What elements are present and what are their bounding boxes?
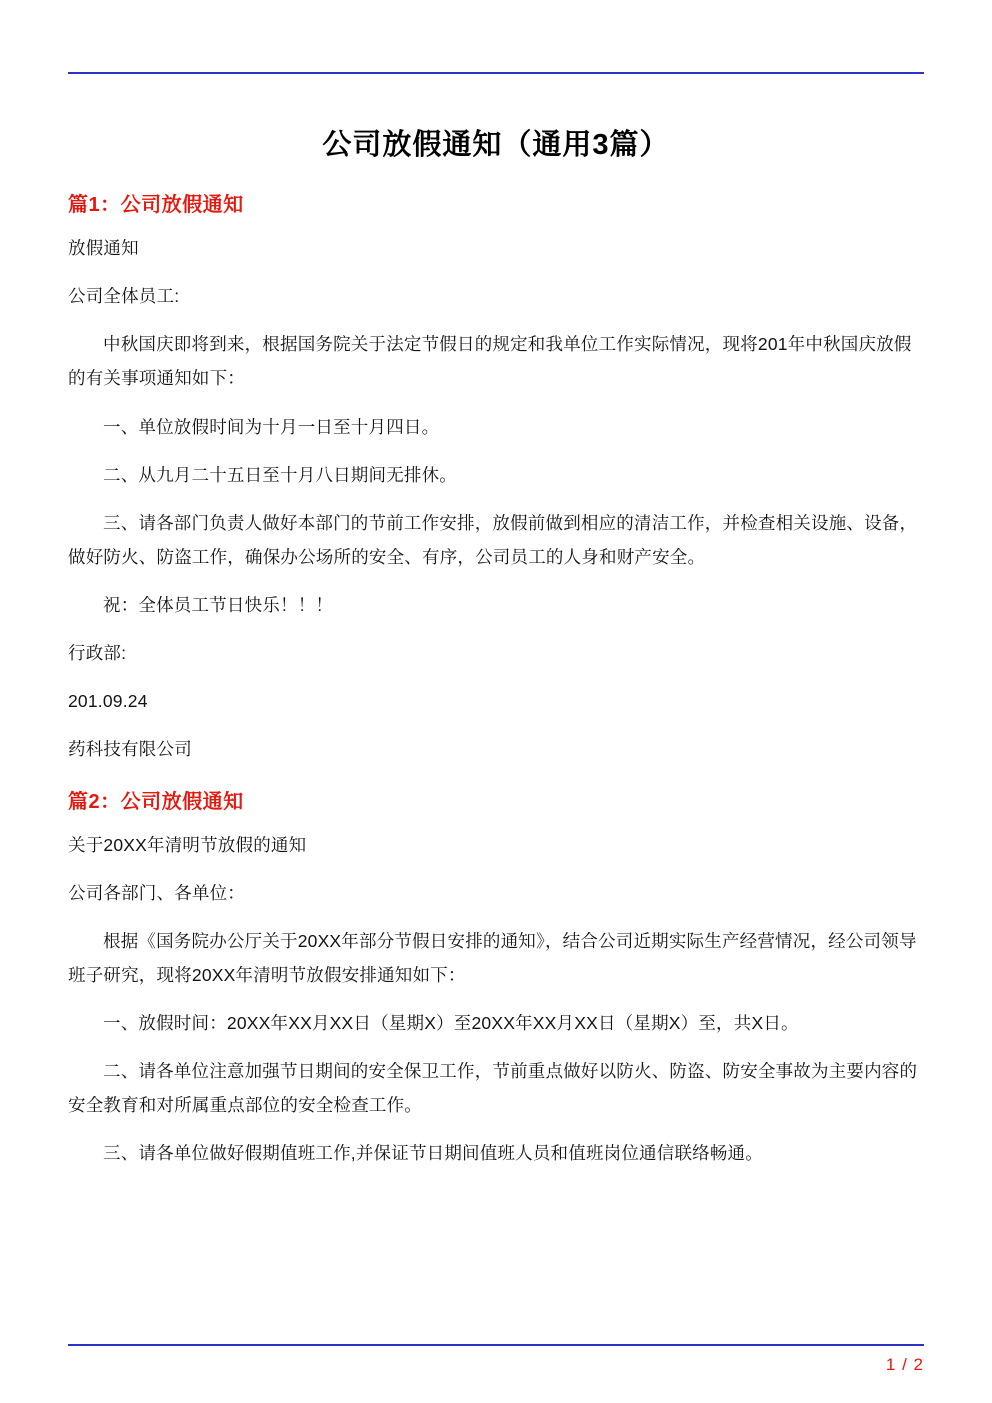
paragraph: 药科技有限公司 bbox=[68, 739, 192, 760]
paragraph: 二、从九月二十五日至十月八日期间无排休。 bbox=[103, 464, 457, 485]
paragraph: 放假通知 bbox=[68, 238, 139, 258]
header-divider bbox=[68, 72, 924, 74]
paragraph: 一、放假时间：20XX年XX月XX日（星期X）至20XX年XX月XX日（星期X）至，共X日。 bbox=[103, 1013, 799, 1033]
paragraph: 行政部: bbox=[68, 643, 127, 664]
paragraph: 公司全体员工: bbox=[68, 286, 180, 307]
footer-divider bbox=[68, 1344, 924, 1346]
paragraph: 关于20XX年清明节放假的通知 bbox=[68, 834, 307, 855]
paragraph: 祝：全体员工节日快乐！！！ bbox=[103, 595, 334, 615]
page-title: 公司放假通知（通用3篇） bbox=[322, 129, 670, 161]
paragraph: 二、请各单位注意加强节日期间的安全保卫工作，节前重点做好以防火、防盗、防安全事故为主要内容的安全教育和对所属重点部位的安全检查工作。 bbox=[68, 1061, 918, 1116]
paragraph: 三、请各单位做好假期值班工作,并保证节日期间值班人员和值班岗位通信联络畅通。 bbox=[103, 1143, 763, 1164]
paragraph: 公司各部门、各单位： bbox=[68, 882, 245, 903]
paragraph: 一、单位放假时间为十月一日至十月四日。 bbox=[103, 416, 440, 437]
paragraph: 根据《国务院办公厅关于20XX年部分节假日安排的通知》，结合公司近期实际生产经营情况，经公司领导班子研究，现将20XX年清明节放假安排通知如下： bbox=[68, 930, 917, 985]
section-heading-1: 篇1：公司放假通知 bbox=[68, 194, 244, 216]
paragraph: 三、请各部门负责人做好本部门的节前工作安排，放假前做到相应的清洁工作，并检查相关设施、设备，做好防火、防盗工作，确保办公场所的安全、有序，公司员工的人身和财产安全。 bbox=[68, 512, 918, 567]
section-heading-2: 篇2：公司放假通知 bbox=[68, 790, 244, 813]
document-body bbox=[68, 182, 924, 1185]
paragraph: 201.09.24 bbox=[68, 691, 148, 712]
page-number: 1 / 2 bbox=[885, 1355, 924, 1374]
paragraph: 中秋国庆即将到来，根据国务院关于法定节假日的规定和我单位工作实际情况，现将201年中秋国庆放假的有关事项通知如下： bbox=[68, 334, 912, 389]
